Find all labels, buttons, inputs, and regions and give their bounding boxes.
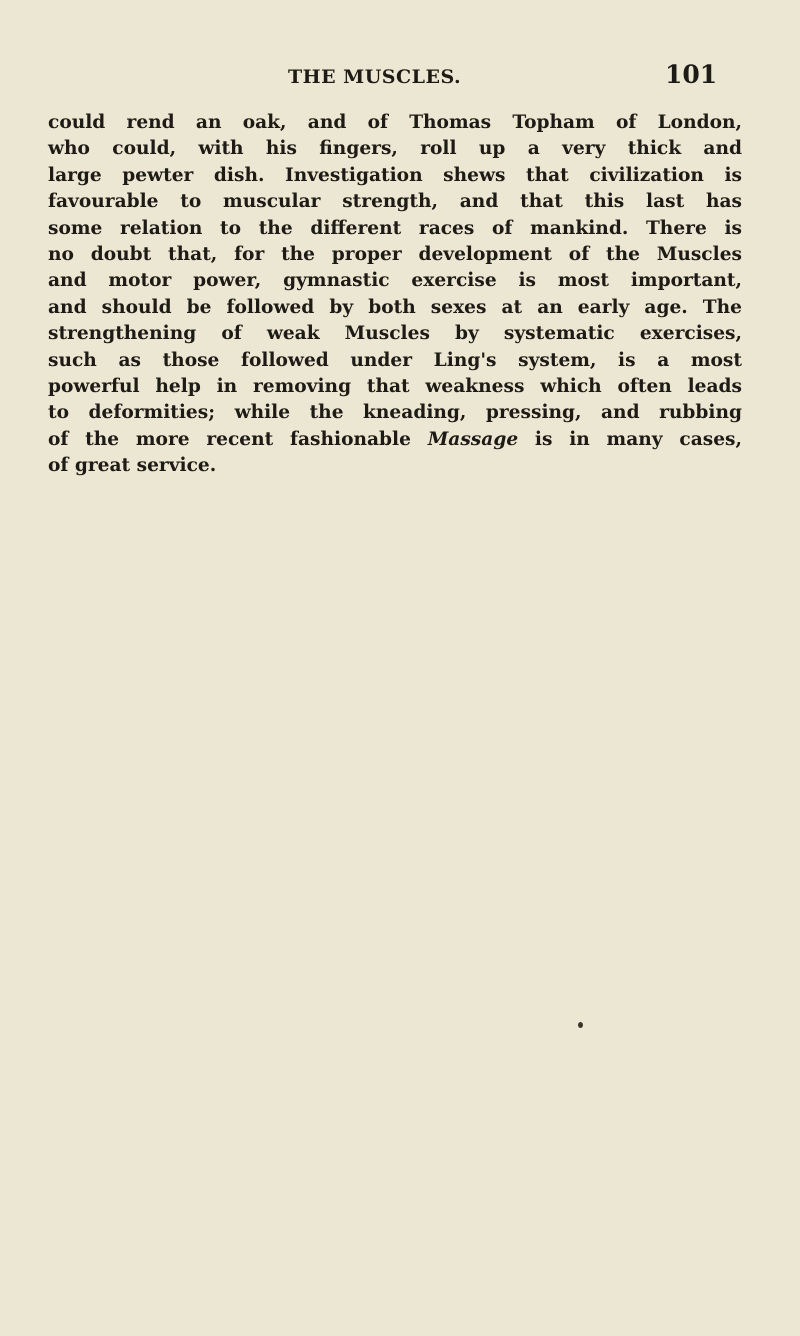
ink-speck <box>578 1022 583 1028</box>
text-line: who could, with his fingers, roll up a very thick and <box>48 138 742 160</box>
text-line: and should be followed by both sexes at an early age. The <box>48 296 742 318</box>
text-line: could rend an oak, and of Thomas Topham of London, <box>48 112 742 133</box>
text-line: large pewter dish. Investigation shews that civilization is <box>48 164 742 186</box>
text-line: no doubt that, for the proper development of the Muscles <box>48 243 742 265</box>
running-title: THE MUSCLES. <box>288 66 462 88</box>
text-segment: of the more recent fashionable <box>48 428 428 450</box>
text-line: such as those followed under Ling's system, is a most <box>48 349 742 371</box>
body-paragraph <box>48 110 742 479</box>
text-line: to deformities; while the kneading, pressing, and rubbing <box>48 402 742 424</box>
text-line: some relation to the different races of mankind. There is <box>48 217 742 239</box>
running-head <box>0 58 800 98</box>
page-number: 101 <box>665 60 718 89</box>
text-line: strengthening of weak Muscles by systematic exercises, <box>48 323 742 345</box>
italic-term-massage: Massage <box>427 428 519 450</box>
text-segment: is in many cases, <box>518 428 742 450</box>
text-line: of great service. <box>48 455 217 477</box>
text-line: favourable to muscular strength, and that this last has <box>48 191 742 213</box>
text-line <box>48 427 742 453</box>
text-line: and motor power, gymnastic exercise is most important, <box>48 270 742 292</box>
text-line: powerful help in removing that weakness which often leads <box>48 375 742 397</box>
